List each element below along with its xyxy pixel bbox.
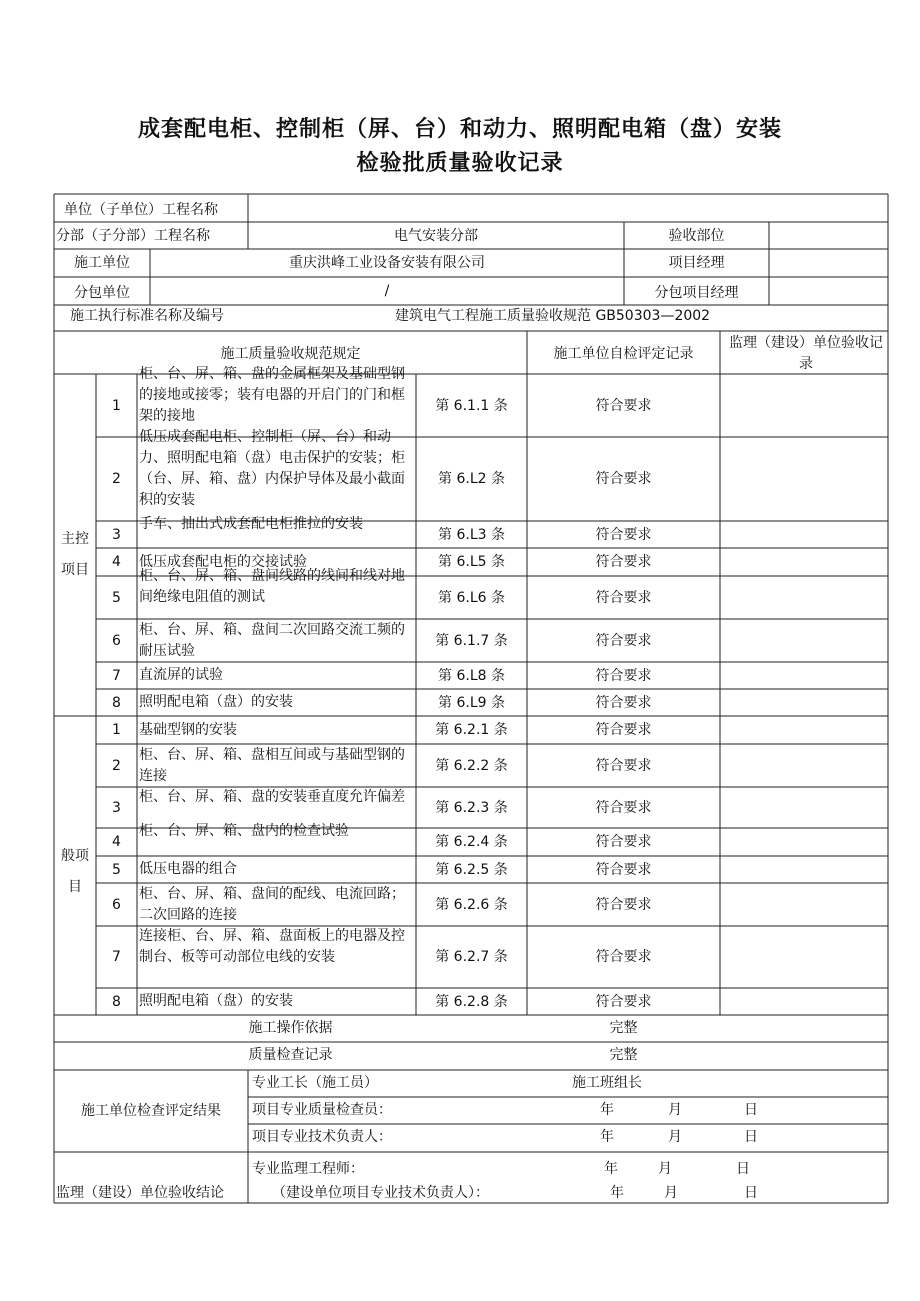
- general-item-desc: 基础型钢的安装: [139, 721, 237, 738]
- col-header-self-check: 施工单位自检评定记录: [553, 346, 694, 362]
- sub-contractor-value: /: [384, 283, 390, 299]
- date-month-1: 月: [668, 1102, 682, 1118]
- main-item-no: 4: [112, 554, 121, 570]
- col-header-supervision: 监理（建设）单位验收记录: [729, 335, 883, 372]
- main-item-desc: 低压成套配电柜、控制柜（屏、台）和动力、照明配电箱（盘）电击保护的安装；柜（台、屏、箱、盘）内保护导体及最小截面积的安装: [139, 428, 405, 508]
- division-value: 电气安装分部: [394, 228, 478, 244]
- basis-label: 施工操作依据: [248, 1020, 333, 1036]
- date-year-2: 年: [600, 1129, 614, 1145]
- general-item-no: 8: [112, 993, 121, 1010]
- main-item-no: 2: [112, 471, 121, 487]
- main-item-result: 符合要求: [595, 526, 652, 543]
- main-item-result: 符合要求: [595, 589, 652, 606]
- general-item-desc: 低压电器的组合: [139, 861, 237, 877]
- main-item-result: 符合要求: [595, 471, 652, 487]
- date-month-3: 月: [658, 1161, 672, 1177]
- standard-label: 施工执行标准名称及编号: [70, 308, 224, 324]
- quality-inspector-label: 项目专业质量检查员：: [252, 1102, 392, 1118]
- basis-value: 完整: [609, 1020, 638, 1036]
- general-item-no: 3: [112, 799, 121, 816]
- date-year-4: 年: [610, 1185, 624, 1201]
- general-item-result: 符合要求: [595, 949, 652, 965]
- unit-name-label: 单位（子单位）工程名称: [64, 202, 218, 218]
- main-item-result: 符合要求: [595, 632, 652, 649]
- quality-record-value: 完整: [609, 1047, 638, 1063]
- main-item-desc: 柜、台、屏、箱、盘间线路的线间和线对地间绝缘电阻值的测试: [139, 568, 405, 605]
- general-item-clause: 第 6.2.3 条: [435, 799, 508, 816]
- date-month-4: 月: [664, 1185, 678, 1201]
- general-item-result: 符合要求: [595, 757, 652, 774]
- sub-pm-label: 分包项目经理: [654, 285, 739, 301]
- general-item-clause: 第 6.2.5 条: [435, 861, 508, 878]
- pm-label: 项目经理: [668, 255, 725, 271]
- date-day-2: 日: [744, 1129, 758, 1145]
- date-year-3: 年: [604, 1161, 618, 1177]
- general-item-no: 4: [112, 834, 121, 850]
- general-item-desc: 柜、台、屏、箱、盘的安装垂直度允许偏差: [139, 788, 405, 805]
- tech-lead-label: 项目专业技术负责人：: [252, 1129, 392, 1145]
- general-item-no: 5: [112, 861, 121, 878]
- general-item-desc: 柜、台、屏、箱、盘内的检查试验: [139, 823, 349, 839]
- standard-value: 建筑电气工程施工质量验收规范 GB50303—2002: [395, 308, 711, 324]
- division-label: 分部（子分部）工程名称: [56, 228, 210, 244]
- general-items-label-2: 目: [68, 879, 82, 895]
- main-item-desc: 柜、台、屏、箱、盘的金属框架及基础型钢的接地或接零；装有电器的开启门的门和框架的接地: [139, 365, 405, 424]
- general-item-clause: 第 6.2.7 条: [435, 949, 508, 965]
- general-item-desc: 柜、台、屏、箱、盘间的配线、电流回路；二次回路的连接: [139, 885, 405, 923]
- general-item-desc: 连接柜、台、屏、箱、盘面板上的电器及控制台、板等可动部位电线的安装: [139, 927, 405, 965]
- main-item-clause: 第 6.L8 条: [438, 667, 505, 684]
- date-day-3: 日: [736, 1161, 750, 1177]
- general-item-result: 符合要求: [595, 993, 652, 1010]
- main-item-clause: 第 6.L2 条: [438, 471, 505, 487]
- general-item-clause: 第 6.2.6 条: [435, 896, 508, 913]
- date-year-1: 年: [600, 1102, 614, 1118]
- main-item-result: 符合要求: [595, 554, 652, 570]
- general-item-no: 6: [112, 896, 121, 913]
- main-item-desc: 手车、抽出式成套配电柜推拉的安装: [139, 515, 363, 532]
- general-item-clause: 第 6.2.8 条: [435, 993, 508, 1010]
- main-item-desc: 柜、台、屏、箱、盘间二次回路交流工频的耐压试验: [139, 621, 405, 659]
- supervising-engineer-label: 专业监理工程师：: [252, 1161, 364, 1177]
- main-item-desc: 照明配电箱（盘）的安装: [139, 694, 293, 710]
- owner-tech-lead-label: （建设单位项目专业技术负责人）：: [272, 1185, 489, 1201]
- main-item-desc: 低压成套配电柜的交接试验: [139, 553, 307, 570]
- col-header-spec: 施工质量验收规范规定: [220, 346, 361, 362]
- general-item-no: 2: [112, 757, 121, 774]
- main-item-no: 1: [112, 397, 121, 414]
- main-item-no: 7: [112, 667, 121, 684]
- main-item-desc: 直流屏的试验: [139, 667, 223, 683]
- general-item-no: 7: [112, 949, 121, 965]
- general-item-clause: 第 6.2.2 条: [435, 757, 508, 774]
- general-items-label-1: 般项: [61, 848, 89, 864]
- main-item-clause: 第 6.L9 条: [438, 694, 505, 711]
- date-day-4: 日: [744, 1185, 758, 1201]
- main-item-no: 5: [112, 589, 121, 606]
- contractor-result-label: 施工单位检查评定结果: [81, 1103, 221, 1119]
- supervision-result-label: 监理（建设）单位验收结论: [56, 1185, 224, 1201]
- form-title-line2: 检验批质量验收记录: [356, 151, 564, 176]
- quality-record-label: 质量检查记录: [248, 1047, 333, 1063]
- form-title-line1: 成套配电柜、控制柜（屏、台）和动力、照明配电箱（盘）安装: [137, 117, 782, 142]
- general-item-desc: 柜、台、屏、箱、盘相互间或与基础型钢的连接: [139, 746, 405, 784]
- general-item-no: 1: [112, 722, 121, 738]
- main-item-no: 6: [112, 632, 121, 649]
- general-item-clause: 第 6.2.1 条: [435, 722, 508, 738]
- main-item-no: 3: [112, 526, 121, 543]
- general-item-desc: 照明配电箱（盘）的安装: [139, 993, 293, 1009]
- date-month-2: 月: [668, 1129, 682, 1145]
- contractor-label: 施工单位: [74, 255, 130, 271]
- general-item-clause: 第 6.2.4 条: [435, 834, 508, 850]
- main-item-result: 符合要求: [595, 397, 652, 414]
- main-item-clause: 第 6.1.7 条: [435, 632, 508, 649]
- general-item-result: 符合要求: [595, 896, 652, 913]
- date-day-1: 日: [744, 1102, 758, 1118]
- main-item-result: 符合要求: [595, 694, 652, 711]
- main-item-clause: 第 6.L3 条: [438, 526, 505, 543]
- main-item-clause: 第 6.1.1 条: [435, 397, 508, 414]
- main-item-clause: 第 6.L6 条: [438, 589, 505, 606]
- general-item-result: 符合要求: [595, 861, 652, 878]
- accept-part-label: 验收部位: [668, 228, 725, 244]
- sub-contractor-label: 分包单位: [74, 285, 130, 301]
- general-item-result: 符合要求: [595, 834, 652, 850]
- team-leader-label: 施工班组长: [572, 1075, 642, 1091]
- general-item-result: 符合要求: [595, 722, 652, 738]
- main-item-no: 8: [112, 694, 121, 711]
- main-item-clause: 第 6.L5 条: [438, 554, 505, 570]
- foreman-label: 专业工长（施工员）: [252, 1075, 378, 1091]
- contractor-value: 重庆洪峰工业设备安装有限公司: [289, 255, 485, 271]
- general-item-result: 符合要求: [595, 799, 652, 816]
- main-items-label-top: 主控项目: [61, 531, 89, 578]
- main-item-result: 符合要求: [595, 667, 652, 684]
